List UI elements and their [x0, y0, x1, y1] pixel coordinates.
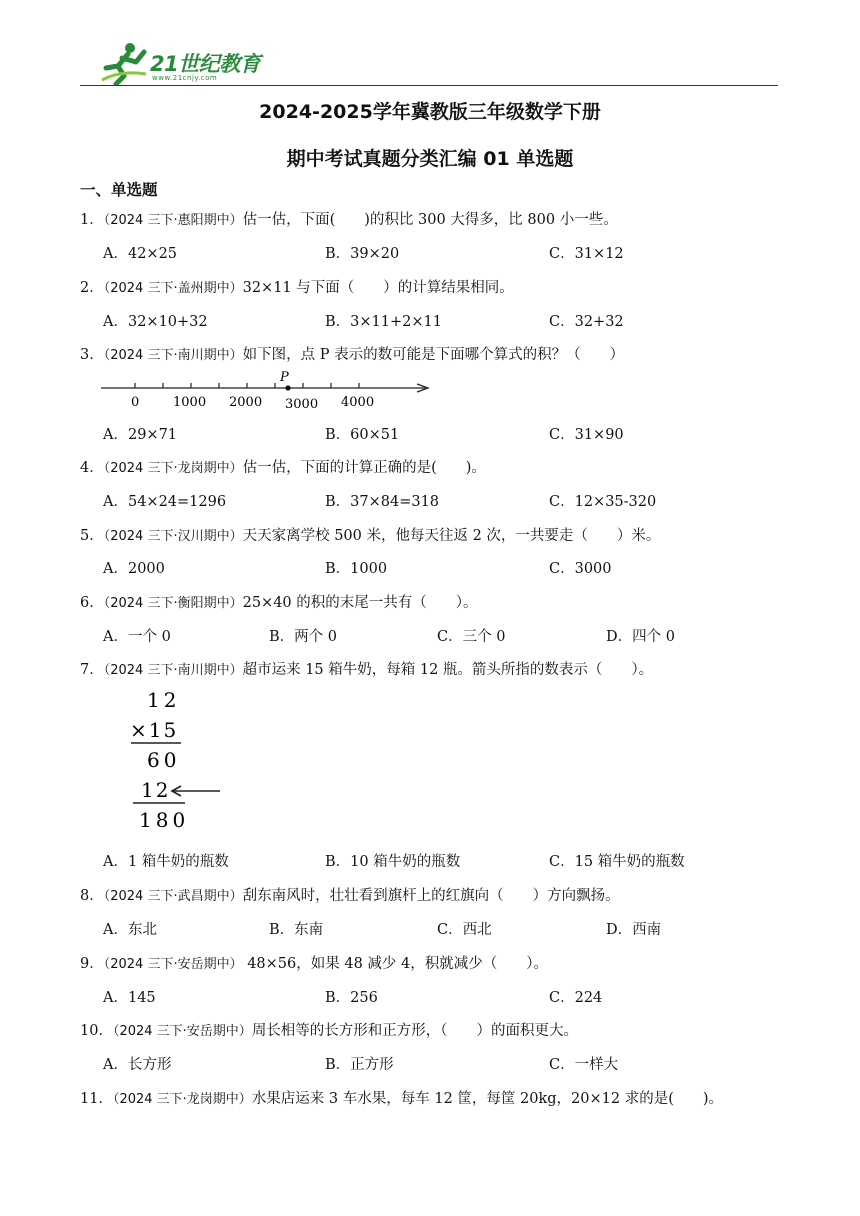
question-number: 7．: [80, 662, 104, 678]
question-source: （2024 三下·安岳期中）: [112, 1024, 252, 1039]
question-1: [80, 208, 618, 229]
question-number: 4．: [80, 460, 104, 476]
question-source: （2024 三下·衡阳期中）: [103, 596, 243, 611]
calc-partial-2: 12: [141, 778, 171, 802]
question-text: 32×11 与下面（ ）的计算结果相同。: [242, 280, 514, 296]
question-11: [80, 1087, 723, 1108]
vertical-multiplication-figure: [125, 683, 235, 833]
option-b[interactable]: B．39×20: [325, 246, 400, 262]
header-divider: [80, 85, 778, 86]
question-7: [80, 658, 653, 679]
option-d[interactable]: D．四个 0: [606, 629, 675, 645]
option-a[interactable]: A．42×25: [103, 246, 178, 262]
option-b[interactable]: B．60×51: [325, 427, 400, 443]
question-10: [80, 1019, 578, 1040]
logo: [100, 40, 280, 88]
option-b[interactable]: B．两个 0: [269, 629, 337, 645]
section-heading: 一、单选题: [80, 181, 158, 199]
question-text: 48×56，如果 48 减少 4，积就减少（ ）。: [242, 956, 549, 972]
option-c[interactable]: C．12×35-320: [549, 494, 657, 510]
question-2: [80, 276, 514, 297]
question-5: [80, 524, 660, 545]
question-number: 5．: [80, 528, 104, 544]
option-a[interactable]: A．145: [103, 990, 156, 1006]
option-a[interactable]: A．54×24=1296: [103, 494, 227, 510]
question-number: 11．: [80, 1091, 113, 1107]
document-title: 2024-2025学年冀教版三年级数学下册: [259, 101, 601, 123]
question-source: （2024 三下·龙岗期中）: [112, 1092, 252, 1107]
logo-url: www.21cnjy.com: [152, 74, 218, 82]
question-source: （2024 三下·惠阳期中）: [103, 213, 243, 228]
option-c[interactable]: C．224: [549, 990, 603, 1006]
tick-label: 4000: [341, 395, 375, 410]
question-source: （2024 三下·安岳期中）: [103, 957, 243, 972]
calc-multiplier: ×15: [130, 718, 179, 742]
question-source: （2024 三下·汉川期中）: [103, 529, 243, 544]
option-a[interactable]: A．1 箱牛奶的瓶数: [103, 854, 229, 870]
question-text: 如下图，点 P 表示的数可能是下面哪个算式的积？（ ）: [242, 347, 625, 363]
question-text: 刮东南风时，壮壮看到旗杆上的红旗向（ ）方向飘扬。: [242, 888, 620, 904]
option-b[interactable]: B．东南: [269, 922, 324, 938]
page-header: [0, 0, 860, 92]
option-c[interactable]: C．三个 0: [437, 629, 506, 645]
option-a[interactable]: A．2000: [103, 561, 165, 577]
question-6: [80, 591, 478, 612]
question-source: （2024 三下·南川期中）: [103, 348, 243, 363]
option-a[interactable]: A．长方形: [103, 1057, 172, 1073]
option-a[interactable]: A．32×10+32: [103, 314, 208, 330]
question-source: （2024 三下·武昌期中）: [103, 889, 243, 904]
question-number: 8．: [80, 888, 104, 904]
question-8: [80, 884, 620, 905]
number-line-figure: [95, 366, 440, 414]
option-b[interactable]: B．37×84=318: [325, 494, 440, 510]
option-a[interactable]: A．东北: [103, 922, 157, 938]
calc-multiplicand: 12: [147, 688, 181, 712]
question-number: 2．: [80, 280, 104, 296]
question-source: （2024 三下·盖州期中）: [103, 281, 243, 296]
question-text: 估一估，下面( )的积比 300 大得多，比 800 小一些。: [242, 212, 618, 228]
question-4: [80, 456, 486, 477]
question-source: （2024 三下·南川期中）: [103, 663, 243, 678]
document-subtitle: 期中考试真题分类汇编 01 单选题: [286, 148, 574, 170]
point-label: P: [280, 370, 289, 385]
question-number: 1．: [80, 212, 104, 228]
option-c[interactable]: C．3000: [549, 561, 612, 577]
tick-label: 1000: [173, 395, 207, 410]
question-text: 水果店运来 3 车水果，每车 12 筐，每筐 20kg，20×12 求的是( )。: [251, 1091, 724, 1107]
option-c[interactable]: C．32+32: [549, 314, 624, 330]
runner-logo-icon: [100, 40, 150, 86]
question-number: 9．: [80, 956, 104, 972]
option-c[interactable]: C．31×90: [549, 427, 624, 443]
option-b[interactable]: B．3×11+2×11: [325, 314, 442, 330]
question-number: 3．: [80, 347, 104, 363]
option-c[interactable]: C．西北: [437, 922, 492, 938]
question-number: 6．: [80, 595, 104, 611]
option-b[interactable]: B．10 箱牛奶的瓶数: [325, 854, 461, 870]
option-b[interactable]: B．正方形: [325, 1057, 394, 1073]
tick-label: 0: [131, 395, 140, 410]
option-a[interactable]: A．29×71: [103, 427, 178, 443]
question-text: 周长相等的长方形和正方形，（ ）的面积更大。: [251, 1023, 579, 1039]
point-p: [285, 385, 290, 390]
question-9: [80, 952, 548, 973]
option-b[interactable]: B．256: [325, 990, 378, 1006]
question-text: 天天家离学校 500 米，他每天往返 2 次，一共要走（ ）米。: [242, 528, 661, 544]
option-d[interactable]: D．西南: [606, 922, 662, 938]
logo-text: 21世纪教育: [150, 52, 261, 76]
option-a[interactable]: A．一个 0: [103, 629, 171, 645]
question-text: 估一估，下面的计算正确的是( )。: [242, 460, 486, 476]
option-c[interactable]: C．15 箱牛奶的瓶数: [549, 854, 685, 870]
tick-label: 2000: [229, 395, 263, 410]
option-b[interactable]: B．1000: [325, 561, 388, 577]
question-text: 超市运来 15 箱牛奶，每箱 12 瓶。箭头所指的数表示（ ）。: [242, 662, 654, 678]
calc-product: 180: [139, 808, 190, 832]
tick-label: 3000: [285, 397, 319, 412]
question-source: （2024 三下·龙岗期中）: [103, 461, 243, 476]
question-number: 10．: [80, 1023, 113, 1039]
question-3: [80, 343, 624, 364]
question-text: 25×40 的积的末尾一共有（ ）。: [242, 595, 478, 611]
option-c[interactable]: C．一样大: [549, 1057, 619, 1073]
calc-partial-1: 60: [147, 748, 181, 772]
option-c[interactable]: C．31×12: [549, 246, 624, 262]
